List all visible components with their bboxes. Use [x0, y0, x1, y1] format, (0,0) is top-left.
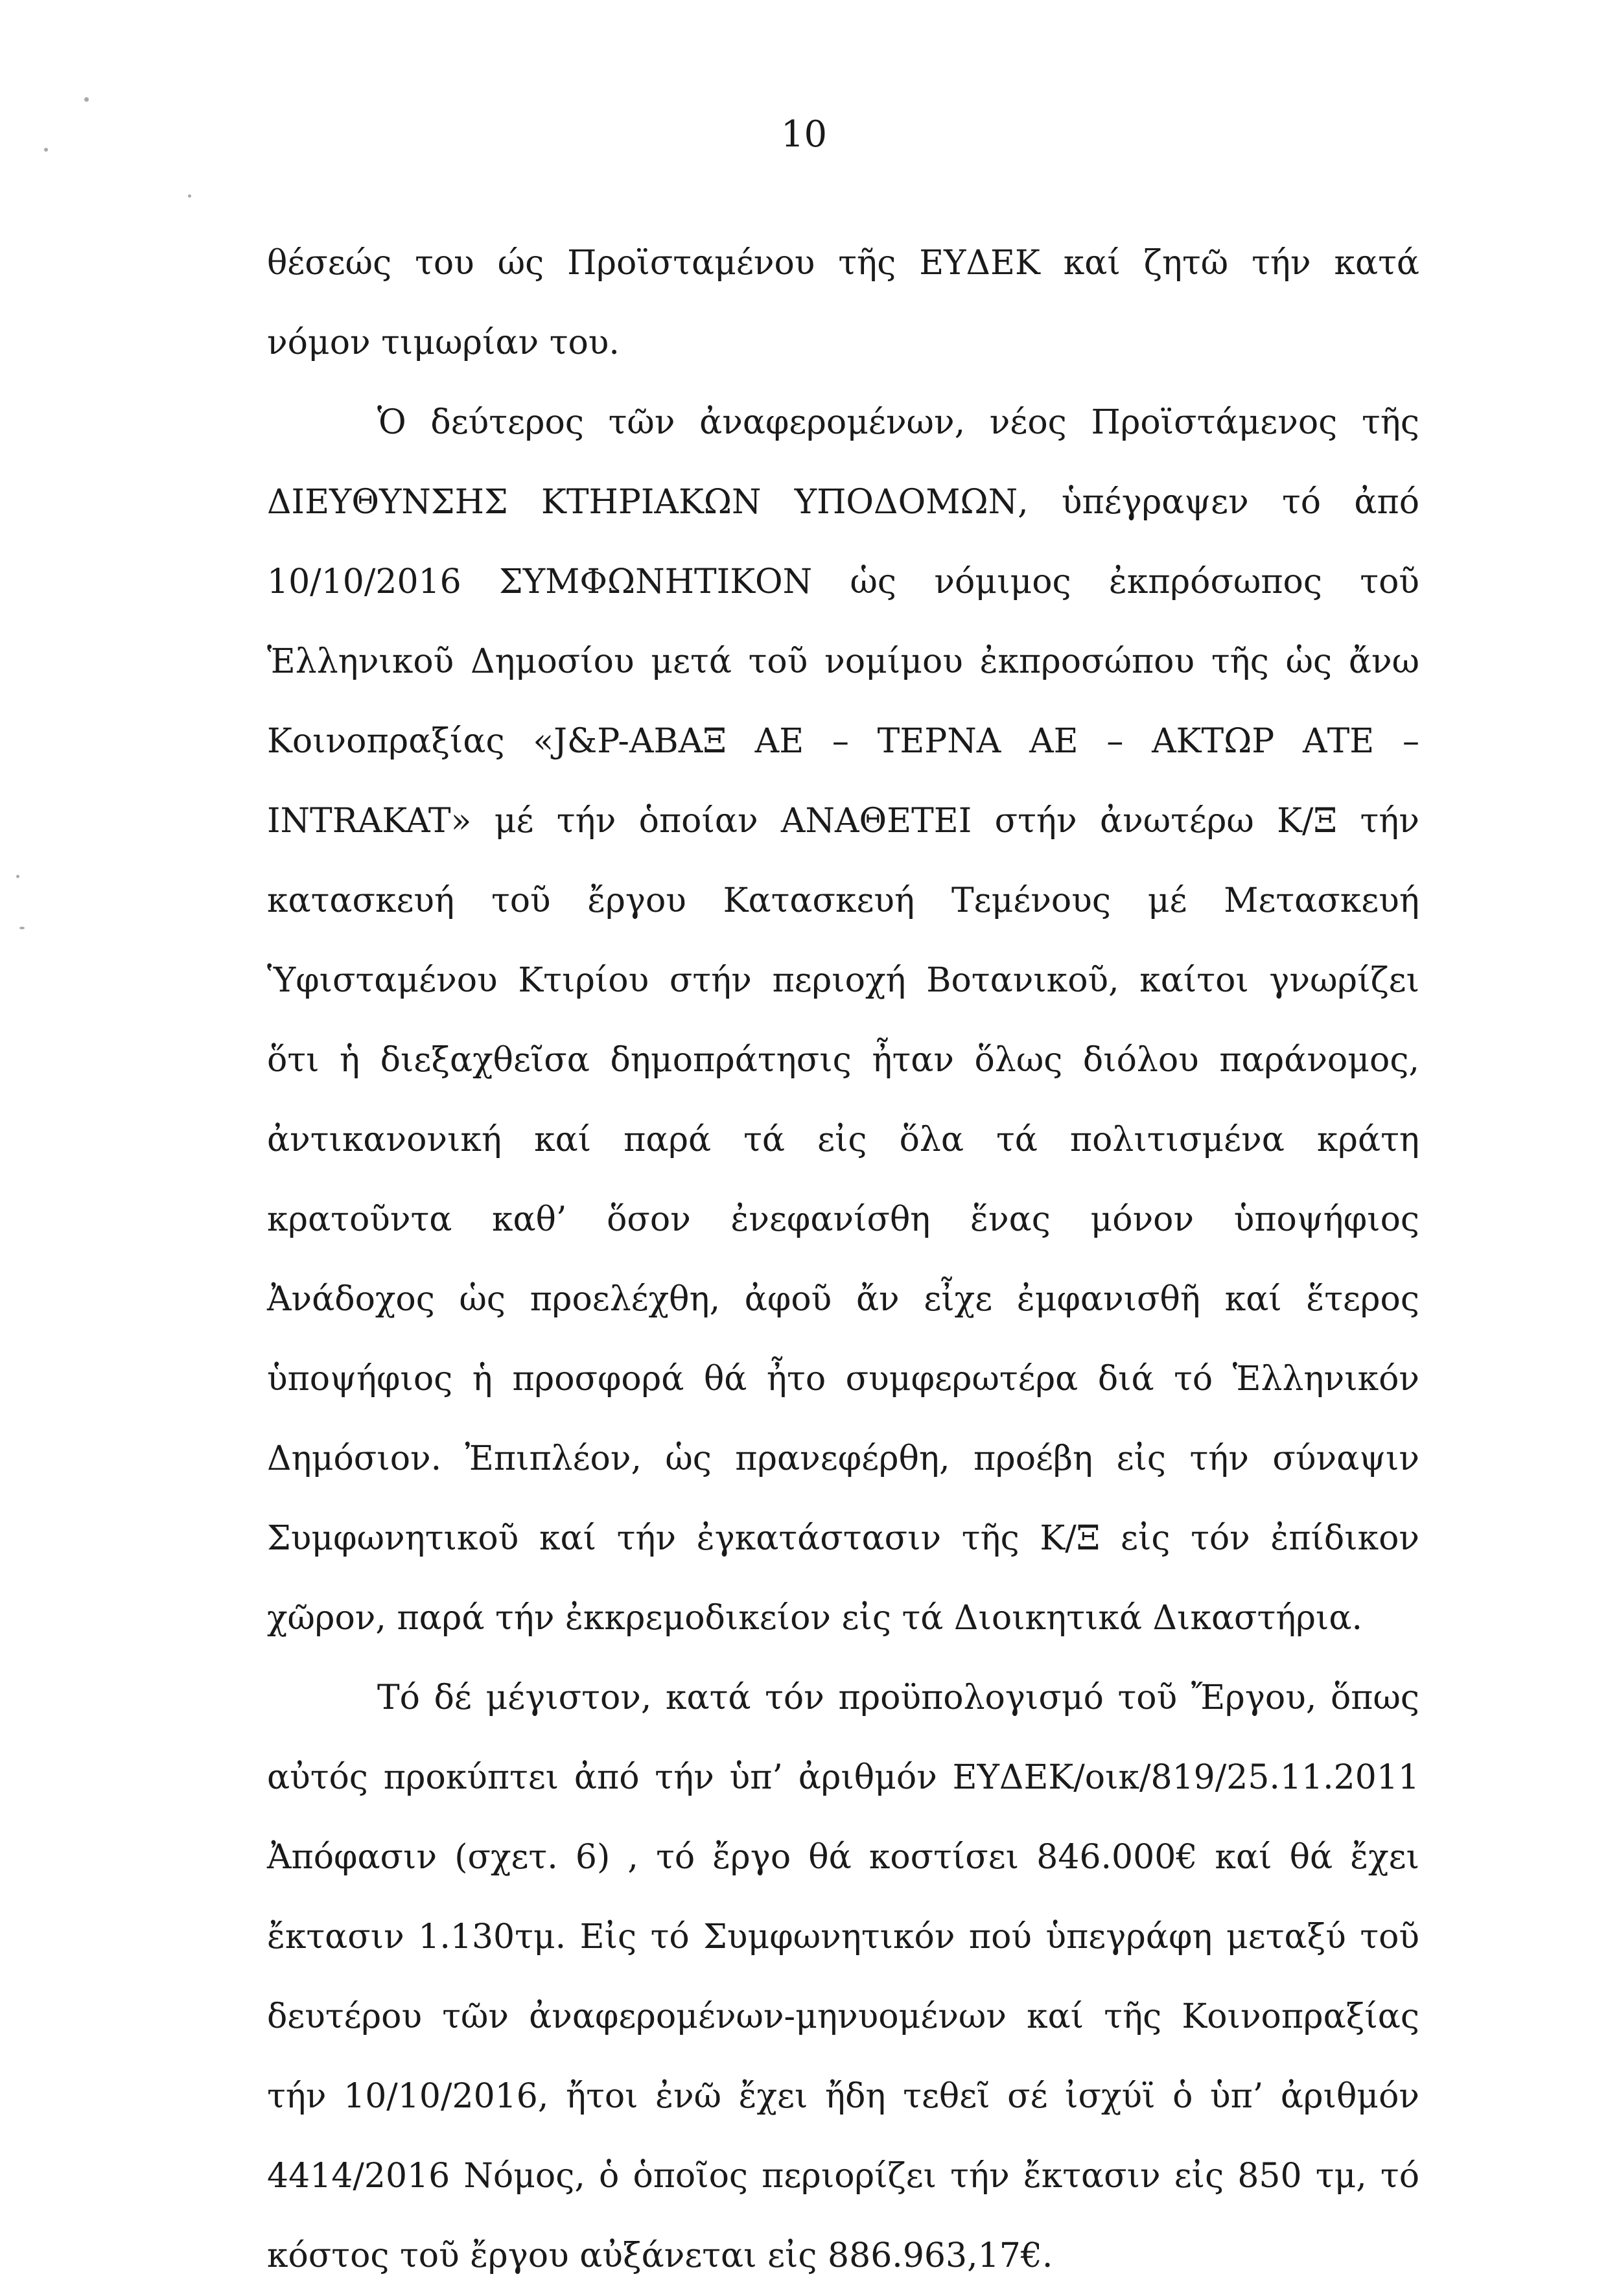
paragraph-3: Τό δέ μέγιστον, κατά τόν προϋπολογισμό τοῦ Ἔργου, ὅπως αὐτός προκύπτει ἀπό τήν ὑπ’ ἀριθμόν ΕΥΔΕΚ/οικ/819/25.11.2011 Ἀπόφασιν (σχετ. 6) , τό ἔργο θά κοστίσει 846.000€ καί θά ἔχει ἔκτασιν 1.130τμ. Εἰς τό Συμφωνητικόν πού ὑπεγράφη μεταξύ τοῦ δευτέρου τῶν ἀναφερομένων-μηνυομένων καί τῆς Κοινοπραξίας τήν 10/10/2016, ἤτοι ἐνῶ ἔχει ἤδη τεθεῖ σέ ἰσχύϊ ὁ ὑπ’ ἀριθμόν 4414/2016 Νόμος, ὁ ὁποῖος περιορίζει τήν ἔκτασιν εἰς 850 τμ, τό κόστος τοῦ ἔργου αὐξάνεται εἰς 886.963,17€.: [267, 1678, 1419, 2275]
paragraph-1: θέσεώς του ώς Προϊσταμένου τῆς ΕΥΔΕΚ καί ζητῶ τήν κατά νόμον τιμωρίαν του.: [267, 244, 1419, 362]
scan-speck: [188, 194, 191, 198]
page-number: 10: [780, 113, 828, 156]
scan-speck: [19, 927, 25, 929]
paragraph-2: Ὁ δεύτερος τῶν ἀναφερομένων, νέος Προϊστάμενος τῆς ΔΙΕΥΘΥΝΣΗΣ ΚΤΗΡΙΑΚΩΝ ΥΠΟΔΟΜΩΝ, ὑπέγραψεν τό ἀπό 10/10/2016 ΣΥΜΦΩΝΗΤΙΚΟΝ ὡς νόμιμος ἐκπρόσωπος τοῦ Ἑλληνικοῦ Δημοσίου μετά τοῦ νομίμου ἐκπροσώπου τῆς ὡς ἄνω Κοινοπραξίας «J&P-ΑΒΑΞ ΑΕ – ΤΕΡΝΑ ΑΕ – ΑΚΤΩΡ ΑΤΕ – INTRAKAT» μέ τήν ὁποίαν ΑΝΑΘΕΤΕΙ στήν ἀνωτέρω Κ/Ξ τήν κατασκευή τοῦ ἔργου Κατασκευή Τεμένους μέ Μετασκευή Ὑφισταμένου Κτιρίου στήν περιοχή Βοτανικοῦ, καίτοι γνωρίζει ὅτι ἡ διεξαχθεῖσα δημοπράτησις ἦταν ὅλως διόλου παράνομος, ἀντικανονική καί παρά τά εἰς ὅλα τά πολιτισμένα κράτη κρατοῦντα καθ’ ὅσον ἐνεφανίσθη ἕνας μόνον ὑποψήφιος Ἀνάδοχος ὡς προελέχθη, ἀφοῦ ἄν εἶχε ἐμφανισθῆ καί ἕτερος ὑποψήφιος ἡ προσφορά θά ἦτο συμφερωτέρα διά τό Ἑλληνικόν Δημόσιον. Ἐπιπλέον, ὡς πρανεφέρθη, προέβη εἰς τήν σύναψιν Συμφωνητικοῦ καί τήν ἐγκατάστασιν τῆς Κ/Ξ εἰς τόν ἐπίδικον χῶρον, παρά τήν ἐκκρεμοδικείον εἰς τά Διοικητικά Δικαστήρια.: [267, 403, 1419, 1638]
scan-speck: [16, 875, 19, 878]
scan-speck: [84, 97, 89, 102]
document-body: [267, 224, 1419, 2296]
